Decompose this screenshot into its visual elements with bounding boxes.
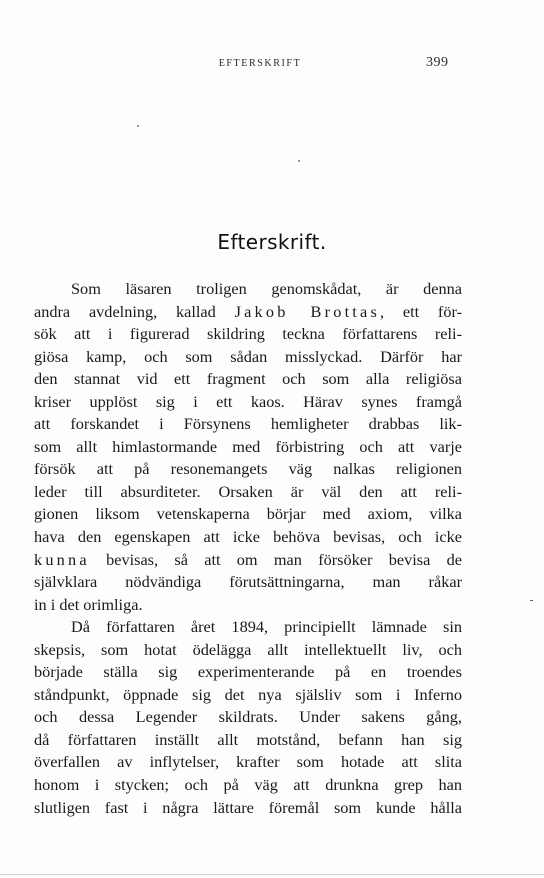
text-line: den stannat vid ett fragment och som alla religiösa bbox=[34, 369, 462, 389]
text-line: sök att i figurerad skildring teckna författarens reli- bbox=[34, 324, 462, 344]
text-line: ståndpunkt, öppnade sig det nya själsliv som i Inferno bbox=[34, 684, 462, 704]
text-line: slutligen fast i några lättare föremål som kunde hålla bbox=[34, 797, 462, 817]
chapter-heading: Efterskrift. bbox=[217, 230, 327, 254]
text-line: hava den egenskapen att icke behöva bevisas, och icke bbox=[34, 527, 462, 547]
page-number: 399 bbox=[426, 55, 449, 70]
text-line: började ställa sig experimenterande på en troendes bbox=[34, 662, 462, 682]
running-title: EFTERSKRIFT bbox=[218, 58, 302, 69]
text-line: kriser upplöst sig i ett kaos. Härav synes framgå bbox=[34, 391, 462, 411]
text-line: Då författaren året 1894, principiellt lämnade sin bbox=[71, 617, 462, 637]
text-line: in i det orimliga. bbox=[34, 594, 143, 614]
text-line: och dessa Legender skildrats. Under sakens gång, bbox=[34, 707, 462, 727]
text-line: att forskandet i Försynens hemligheter drabbas lik- bbox=[34, 414, 462, 434]
paper-speck bbox=[298, 160, 300, 162]
text-line: då författaren inställt allt motstånd, befann han sig bbox=[34, 729, 462, 749]
text-line: honom i stycken; och på väg att drunkna grep han bbox=[34, 775, 462, 795]
emphasized-word: kunna bbox=[34, 549, 90, 569]
page-bottom-edge bbox=[0, 874, 544, 875]
body-text bbox=[34, 278, 462, 819]
text-line: Som läsaren troligen genomskådat, är denna bbox=[71, 279, 462, 298]
margin-mark bbox=[530, 600, 533, 601]
text-line: försök att på resonemangets väg nalkas religionen bbox=[34, 459, 462, 479]
text-line: giösa kamp, och som sådan misslyckad. Därför har bbox=[34, 346, 462, 366]
text-line: överfallen av inflytelser, krafter som hotade att slita bbox=[34, 752, 462, 772]
running-head bbox=[0, 54, 544, 74]
text-line: leder till absurditeter. Orsaken är väl den att reli- bbox=[34, 481, 462, 501]
text-line: andra avdelning, kallad Jakob Brottas, ett för- bbox=[34, 301, 462, 321]
emphasized-name: Jakob Brottas bbox=[234, 301, 380, 321]
text-line: gionen liksom vetenskaperna börjar med axiom, vilka bbox=[34, 504, 462, 524]
text-line: som allt himlastormande med förbistring och att varje bbox=[34, 436, 462, 456]
text-line: självklara nödvändiga förutsättningarna, man råkar bbox=[34, 572, 462, 592]
paper-speck bbox=[137, 125, 139, 127]
text-line: kunna bevisas, så att om man försöker bevisa de bbox=[34, 549, 462, 569]
text-line: skepsis, som hotat ödelägga allt intellektuellt liv, och bbox=[34, 639, 462, 659]
